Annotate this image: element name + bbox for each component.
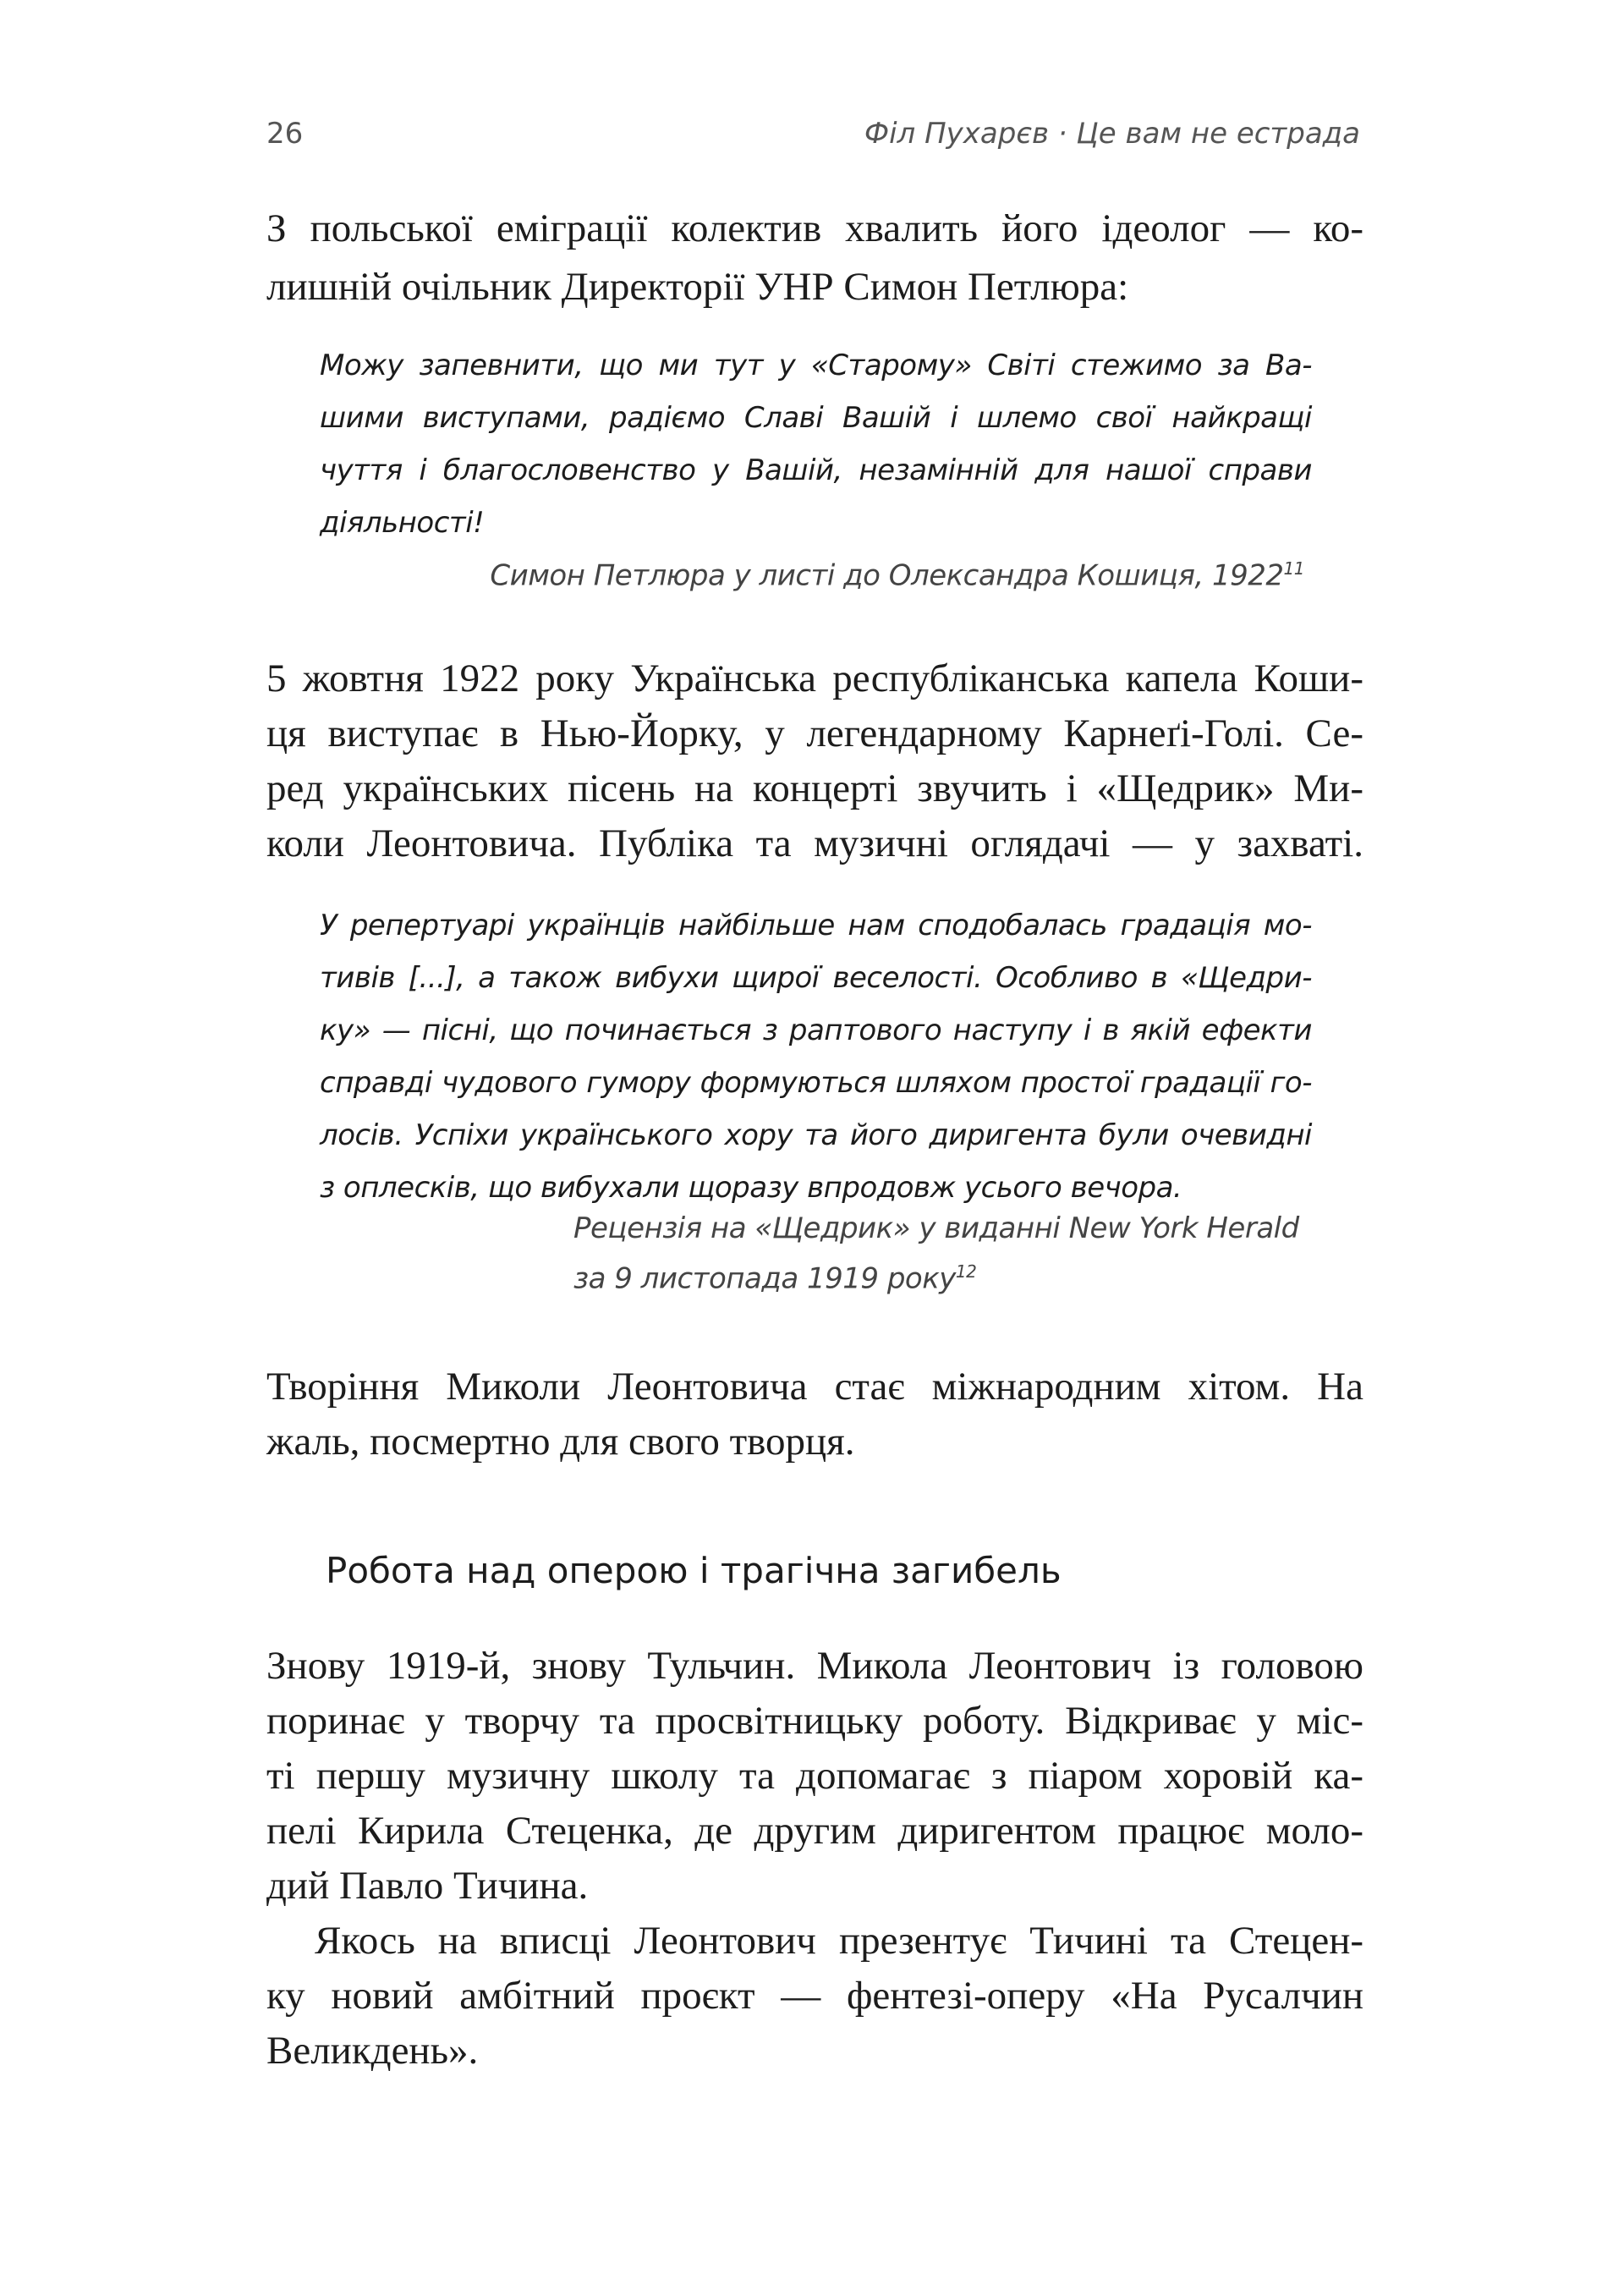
paragraph-line: ця виступає в Нью-Йорку, у легендарному Карнеґі-Голі. Се- bbox=[266, 711, 1363, 755]
paragraph-line: дий Павло Тичина. bbox=[266, 1864, 589, 1908]
quote-line: діяльності! bbox=[320, 506, 485, 540]
paragraph-line: коли Леонтовича. Публіка та музичні оглядачі — у захваті. bbox=[266, 821, 1363, 865]
footnote-ref[interactable]: 11 bbox=[1283, 558, 1304, 579]
quote-attribution bbox=[490, 558, 1304, 592]
paragraph-line: жаль, посмертно для свого творця. bbox=[266, 1420, 855, 1464]
paragraph-line: ку новий амбітний проєкт — фентезі-оперу «На Русалчин bbox=[266, 1974, 1363, 2018]
quote-line: тивів [...], а також вибухи щирої веселості. Особливо в «Щедри- bbox=[320, 961, 1312, 995]
section-heading: Робота над оперою і трагічна загибель bbox=[326, 1550, 1062, 1591]
quote-line: У репертуарі українців найбільше нам сподобалась градація мо- bbox=[320, 909, 1312, 942]
footnote-ref[interactable]: 12 bbox=[955, 1261, 977, 1282]
page-number: 26 bbox=[266, 117, 304, 151]
quote-line: справді чудового гумору формуються шляхом простої градації го- bbox=[320, 1066, 1312, 1100]
running-title: Філ Пухарєв · Це вам не естрада bbox=[864, 117, 1360, 151]
paragraph-line: Великдень». bbox=[266, 2029, 479, 2073]
paragraph-line: ті першу музичну школу та допомагає з піаром хоровій ка- bbox=[266, 1754, 1363, 1798]
quote-line: шими виступами, радіємо Славі Вашій і шлемо свої найкращі bbox=[320, 401, 1312, 435]
attribution-text: за 9 листопада 1919 року bbox=[573, 1261, 956, 1296]
paragraph-line: поринає у творчу та просвітницьку роботу. Відкриває у міс- bbox=[266, 1699, 1363, 1743]
paragraph-line: Знову 1919-й, знову Тульчин. Микола Леонтович із головою bbox=[266, 1644, 1363, 1688]
paragraph-line: З польської еміграції колектив хвалить його ідеолог — ко- bbox=[266, 206, 1363, 250]
paragraph-line: 5 жовтня 1922 року Українська республіканська капела Коши- bbox=[266, 656, 1363, 700]
paragraph-line: лишній очільник Директорії УНР Симон Петлюра: bbox=[266, 265, 1129, 309]
quote-line: Можу запевнити, що ми тут у «Старому» Світі стежимо за Ва- bbox=[320, 349, 1312, 382]
paragraph-line: Творіння Миколи Леонтовича стає міжнародним хітом. На bbox=[266, 1365, 1363, 1409]
paragraph-line: пелі Кирила Стеценка, де другим диригентом працює моло- bbox=[266, 1809, 1363, 1853]
paragraph-line: Якось на вписці Леонтович презентує Тичині та Стецен- bbox=[315, 1919, 1363, 1963]
quote-line: ку» — пісні, що починається з раптового наступу і в якій ефекти bbox=[320, 1013, 1312, 1047]
quote-attribution bbox=[573, 1261, 976, 1295]
quote-line: з оплесків, що вибухали щоразу впродовж усього вечора. bbox=[320, 1171, 1182, 1205]
quote-attribution: Рецензія на «Щедрик» у виданні New York Herald bbox=[573, 1211, 1299, 1245]
attribution-text: Симон Петлюра у листі до Олександра Кошиця, 1922 bbox=[490, 558, 1284, 593]
quote-line: чуття і благословенство у Вашій, незамінній для нашої справи bbox=[320, 453, 1312, 487]
paragraph-line: ред українських пісень на концерті звучить і «Щедрик» Ми- bbox=[266, 766, 1363, 810]
quote-line: лосів. Успіхи українського хору та його диригента були очевидні bbox=[320, 1118, 1312, 1152]
